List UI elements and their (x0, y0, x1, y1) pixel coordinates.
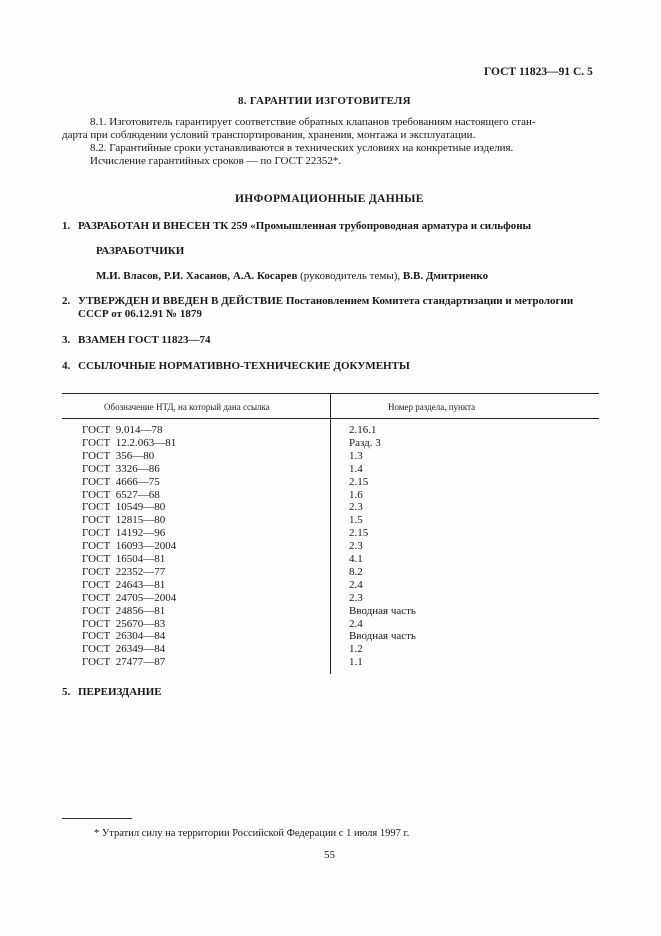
table-cell-section: 1.4 (349, 463, 363, 475)
table-cell-doc: ГОСТ 24705—2004 (82, 592, 177, 604)
table-header-doc: Обозначение НТД, на который дана ссылка (104, 402, 270, 412)
item-3-text: ВЗАМЕН ГОСТ 11823—74 (78, 334, 211, 346)
item-number: 4. (62, 360, 71, 372)
table-cell-doc: ГОСТ 14192—96 (82, 527, 166, 539)
table-cell-doc: ГОСТ 12.2.063—81 (82, 437, 177, 449)
table-cell-section: 2.15 (349, 527, 369, 539)
table-cell-section: 1.1 (349, 656, 363, 668)
developers-names-1: М.И. Власов, Р.И. Хасанов, А.А. Косарев (96, 270, 298, 282)
table-cell-section: Разд. 3 (349, 437, 381, 449)
table-column-divider (330, 393, 331, 674)
table-cell-doc: ГОСТ 3326—86 (82, 463, 160, 475)
table-cell-section: 1.3 (349, 450, 363, 462)
table-cell-section: Вводная часть (349, 630, 416, 642)
table-cell-section: 8.2 (349, 566, 363, 578)
info-item-5 (62, 686, 602, 699)
table-cell-section: 4.1 (349, 553, 363, 565)
item-2-line-1: УТВЕРЖДЕН И ВВЕДЕН В ДЕЙСТВИЕ Постановлением Комитета стандартизации и метрологии (78, 295, 574, 307)
paragraph-8-1-line-2: дарта при соблюдении условий транспортирования, хранения, монтажа и эксплуатации. (62, 129, 476, 141)
table-cell-doc: ГОСТ 356—80 (82, 450, 155, 462)
table-cell-section: 2.15 (349, 476, 369, 488)
info-item-4 (62, 360, 602, 373)
item-1-text: РАЗРАБОТАН И ВНЕСЕН ТК 259 «Промышленная трубопроводная арматура и сильфоны (78, 220, 532, 232)
table-cell-doc: ГОСТ 16504—81 (82, 553, 166, 565)
table-cell-doc: ГОСТ 6527—68 (82, 489, 160, 501)
info-item-1 (62, 220, 602, 233)
table-cell-section: 2.4 (349, 579, 363, 591)
table-cell-doc: ГОСТ 27477—87 (82, 656, 166, 668)
developers-title (96, 245, 636, 258)
developers-title-text: РАЗРАБОТЧИКИ (96, 245, 185, 257)
info-item-3 (62, 334, 602, 347)
paragraph-8-2-line-1: 8.2. Гарантийные сроки устанавливаются в технических условиях на конкретные изделия. (90, 142, 514, 154)
table-cell-doc: ГОСТ 25670—83 (82, 618, 166, 630)
table-cell-section: 1.6 (349, 489, 363, 501)
item-5-text: ПЕРЕИЗДАНИЕ (78, 686, 162, 698)
table-cell-section: 2.4 (349, 618, 363, 630)
developers-names-2: В.В. Дмитриенко (402, 270, 489, 282)
developers-role: (руководитель темы), (297, 270, 403, 282)
table-cell-section: 1.2 (349, 643, 363, 655)
item-number: 5. (62, 686, 71, 698)
table-cell-doc: ГОСТ 24856—81 (82, 605, 166, 617)
table-header-section: Номер раздела, пункта (388, 402, 476, 412)
table-cell-section: Вводная часть (349, 605, 416, 617)
section-8-title: 8. ГАРАНТИИ ИЗГОТОВИТЕЛЯ (238, 95, 411, 107)
table-cell-doc: ГОСТ 26304—84 (82, 630, 166, 642)
item-number: 2. (62, 295, 71, 307)
table-cell-section: 2.16.1 (349, 424, 377, 436)
footnote-separator (62, 818, 132, 819)
table-cell-doc: ГОСТ 10549—80 (82, 501, 166, 513)
footnote: * Утратил силу на территории Российской Федерации с 1 июля 1997 г. (94, 828, 410, 839)
info-item-2 (62, 295, 602, 321)
table-cell-doc: ГОСТ 9.014—78 (82, 424, 163, 436)
info-data-title: ИНФОРМАЦИОННЫЕ ДАННЫЕ (235, 193, 424, 205)
item-number: 1. (62, 220, 71, 232)
paragraph-8-2 (62, 142, 602, 168)
table-cell-section: 2.3 (349, 540, 363, 552)
table-cell-section: 2.3 (349, 592, 363, 604)
paragraph-8-1 (62, 116, 602, 142)
table-cell-section: 2.3 (349, 501, 363, 513)
item-number: 3. (62, 334, 71, 346)
developers-list (96, 270, 616, 283)
table-cell-doc: ГОСТ 22352—77 (82, 566, 166, 578)
table-cell-doc: ГОСТ 16093—2004 (82, 540, 177, 552)
table-cell-doc: ГОСТ 26349—84 (82, 643, 166, 655)
paragraph-8-1-line-1: 8.1. Изготовитель гарантирует соответствие обратных клапанов требованиям настоящего стан- (90, 116, 536, 128)
table-cell-doc: ГОСТ 4666—75 (82, 476, 160, 488)
item-2-line-2: СССР от 06.12.91 № 1879 (78, 308, 202, 320)
page-number: 55 (324, 849, 335, 861)
document-code-header: ГОСТ 11823—91 С. 5 (484, 66, 593, 78)
item-4-text: ССЫЛОЧНЫЕ НОРМАТИВНО-ТЕХНИЧЕСКИЕ ДОКУМЕНТЫ (78, 360, 410, 372)
paragraph-8-2-line-2: Исчисление гарантийных сроков — по ГОСТ 22352*. (90, 155, 342, 167)
table-cell-section: 1.5 (349, 514, 363, 526)
table-cell-doc: ГОСТ 12815—80 (82, 514, 166, 526)
table-cell-doc: ГОСТ 24643—81 (82, 579, 166, 591)
